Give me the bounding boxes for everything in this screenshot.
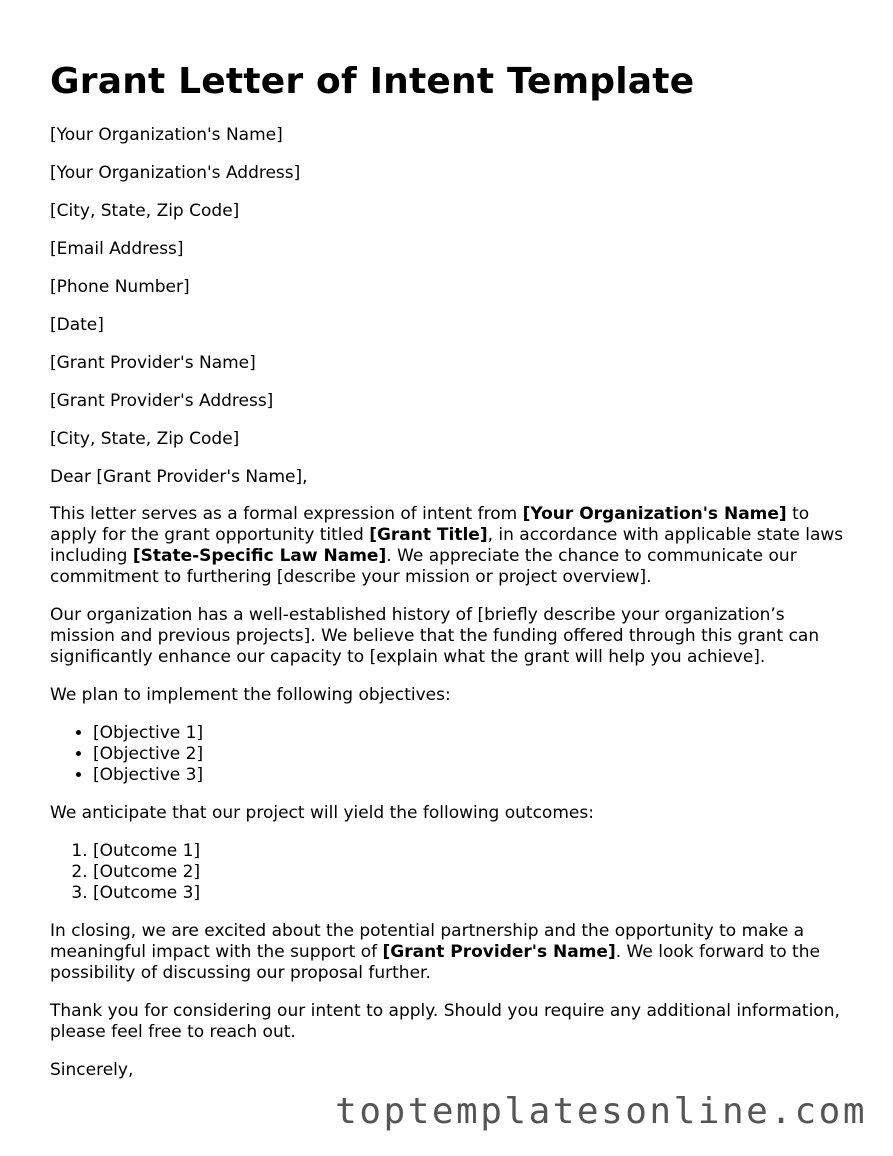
outcome-item: 1. [Outcome 1] — [93, 841, 850, 862]
objective-item: • [Objective 2] — [93, 744, 850, 765]
objective-item: • [Objective 3] — [93, 765, 850, 786]
outcome-item: 2. [Outcome 2] — [93, 862, 850, 883]
intro-text-4: . We appreciate the chance to communicate our commitment to furthering [describe your mission or project overview]. — [50, 546, 797, 587]
intro-paragraph — [50, 504, 850, 588]
recipient-name: [Grant Provider's Name] — [50, 353, 256, 373]
sender-org-address: [Your Organization's Address] — [50, 163, 301, 183]
intro-grant-title: [Grant Title] — [369, 525, 488, 545]
objectives-list — [50, 723, 850, 786]
intro-text-2: to apply for the grant opportunity titled — [50, 504, 810, 545]
sign-off: Sincerely, — [50, 1060, 134, 1080]
objectives-intro: We plan to implement the following objectives: — [50, 685, 451, 705]
outcome-item: 3. [Outcome 3] — [93, 883, 850, 904]
closing-text-2: . We look forward to the possibility of discussing our proposal further. — [50, 942, 820, 983]
closing-provider-name: [Grant Provider's Name] — [382, 942, 616, 962]
site-watermark: toptemplatesonline.com — [335, 1091, 867, 1132]
objective-item: • [Objective 1] — [93, 723, 850, 744]
sender-phone: [Phone Number] — [50, 277, 190, 297]
sender-email: [Email Address] — [50, 239, 184, 259]
history-paragraph: Our organization has a well-established history of [briefly describe your organization’s mission and previous projects]. We believe that the funding offered through this grant can significantly enhance our capacity to [explain what the grant will help you achieve]. — [50, 605, 820, 667]
outcomes-intro: We anticipate that our project will yield the following outcomes: — [50, 803, 594, 823]
thanks-paragraph: Thank you for considering our intent to apply. Should you require any additional information, please feel free to reach out. — [50, 1001, 840, 1042]
recipient-address: [Grant Provider's Address] — [50, 391, 274, 411]
intro-text-3: , in accordance with applicable state laws including — [50, 525, 844, 566]
intro-text-1: This letter serves as a formal expression of intent from — [50, 504, 523, 524]
outcomes-list — [50, 841, 850, 904]
closing-paragraph — [50, 921, 850, 984]
salutation: Dear [Grant Provider's Name], — [50, 467, 308, 487]
sender-org-name: [Your Organization's Name] — [50, 125, 283, 145]
letter-date: [Date] — [50, 315, 104, 335]
sender-city-state-zip: [City, State, Zip Code] — [50, 201, 240, 221]
closing-text-1: In closing, we are excited about the potential partnership and the opportunity to make a meaningful impact with the support of — [50, 921, 805, 962]
letter-page — [50, 58, 850, 1098]
intro-law-name: [State-Specific Law Name] — [132, 546, 387, 566]
intro-org-name: [Your Organization's Name] — [522, 504, 787, 524]
page-title: Grant Letter of Intent Template — [50, 61, 695, 102]
recipient-city-state-zip: [City, State, Zip Code] — [50, 429, 240, 449]
